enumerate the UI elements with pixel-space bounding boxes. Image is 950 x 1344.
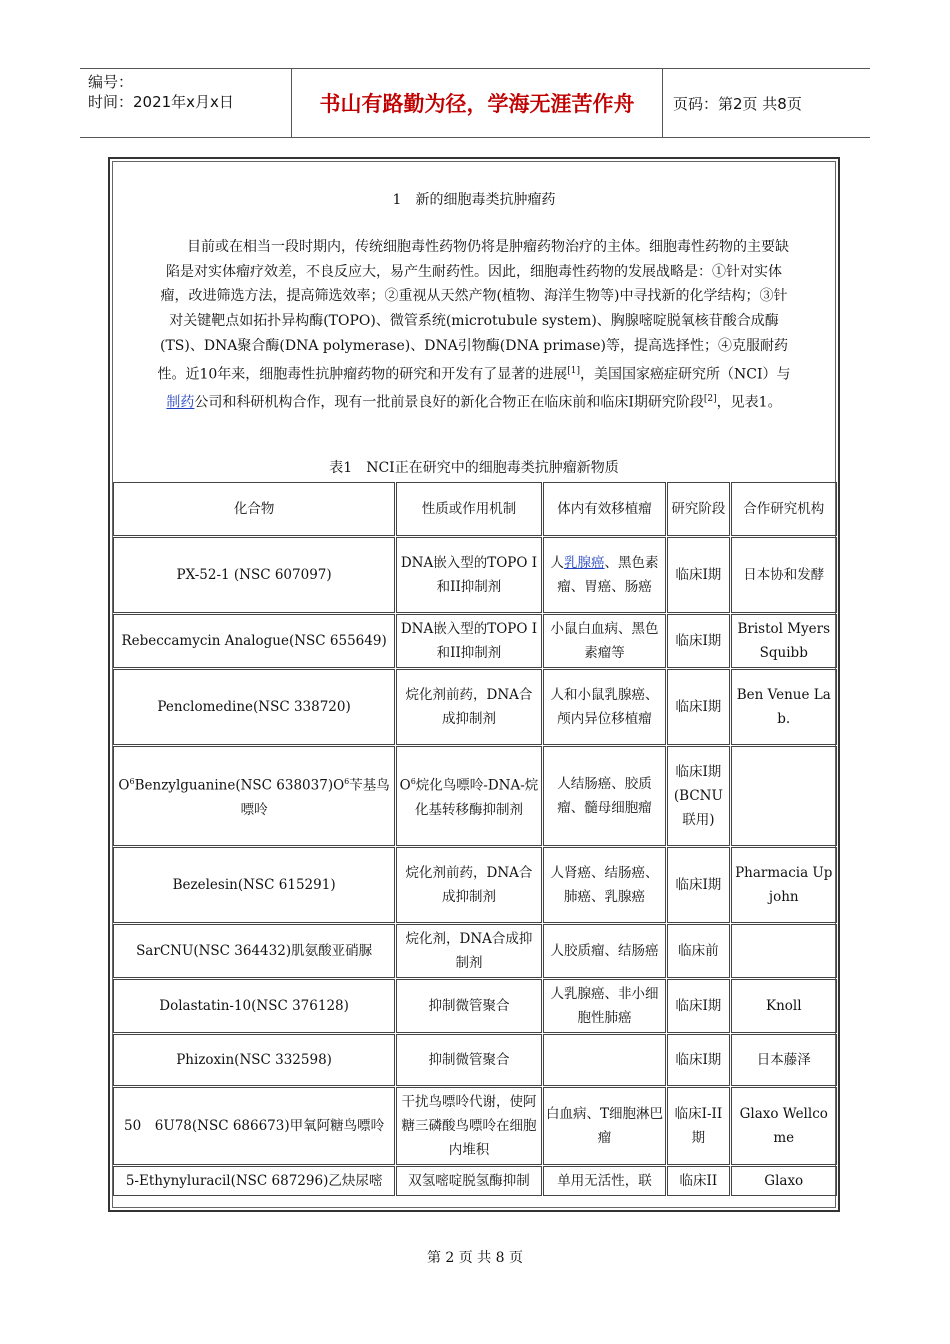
content-frame [108, 157, 840, 1212]
cell-compound: Bezelesin(NSC 615291) [113, 847, 395, 923]
table-header-row [113, 482, 837, 536]
drug-table [112, 481, 838, 1197]
cell-mechanism: 抑制微管聚合 [396, 979, 542, 1033]
cell-stage: 临床I-II期 [667, 1087, 729, 1165]
cell-tumor: 人肾癌、结肠癌、肺癌、乳腺癌 [543, 847, 667, 923]
col-header-mechanism: 性质或作用机制 [396, 482, 542, 536]
cell-mechanism: $O^6$烷化鸟嘌呤-DNA-烷化基转移酶抑制剂 [396, 746, 542, 846]
table-row [113, 537, 837, 613]
time-label: 时间：2021年x月x日 [88, 93, 234, 111]
table-row [113, 614, 837, 668]
cell-partner [731, 746, 837, 846]
page-header [80, 68, 870, 138]
table-row [113, 924, 837, 978]
table-row [113, 847, 837, 923]
page-footer: 第 2 页 共 8 页 [426, 1250, 524, 1266]
cell-stage: 临床I期 [667, 847, 729, 923]
cell-stage: 临床前 [667, 924, 729, 978]
number-label: 编号： [88, 73, 134, 91]
cell-compound: PX-52-1 (NSC 607097) [113, 537, 395, 613]
cell-partner: Glaxo [731, 1166, 837, 1196]
header-meta [80, 69, 292, 137]
cell-partner: Ben Venue Lab. [731, 669, 837, 745]
cell-partner [731, 924, 837, 978]
table-row [113, 1087, 837, 1165]
cell-tumor: 人胶质瘤、结肠癌 [543, 924, 667, 978]
cell-compound: Phizoxin(NSC 332598) [113, 1034, 395, 1086]
cell-mechanism: 双氢嘧啶脱氢酶抑制 [396, 1166, 542, 1196]
col-header-stage: 研究阶段 [667, 482, 729, 536]
cell-mechanism: DNA嵌入型的TOPO I和II抑制剂 [396, 537, 542, 613]
cell-partner: 日本协和发酵 [731, 537, 837, 613]
pharma-link[interactable]: 制药 [166, 394, 195, 411]
cell-mechanism: 烷化剂前药，DNA合成抑制剂 [396, 847, 542, 923]
table-row [113, 669, 837, 745]
cell-stage: 临床I期 [667, 1034, 729, 1086]
cell-partner: Glaxo Wellcome [731, 1087, 837, 1165]
cell-stage: 临床I期 [667, 669, 729, 745]
cell-compound: Dolastatin-10(NSC 376128) [113, 979, 395, 1033]
cell-partner: Knoll [731, 979, 837, 1033]
cell-stage: 临床I期 [667, 614, 729, 668]
reference-2[interactable]: [2] [703, 393, 717, 404]
cell-stage: 临床I期 [667, 537, 729, 613]
cell-partner: Pharmacia Upjohn [731, 847, 837, 923]
cell-compound: SarCNU(NSC 364432)肌氨酸亚硝脲 [113, 924, 395, 978]
cell-tumor: 小鼠白血病、黑色素瘤等 [543, 614, 667, 668]
cell-tumor: 人和小鼠乳腺癌、颅内异位移植瘤 [543, 669, 667, 745]
cell-stage: 临床I期(BCNU联用) [667, 746, 729, 846]
table-row [113, 1166, 837, 1196]
intro-paragraph: 目前或在相当一段时期内，传统细胞毒性药物仍将是肿瘤药物治疗的主体。细胞毒性药物的主要缺陷是对实体瘤疗效差，不良反应大，易产生耐药性。因此，细胞毒性药物的发展战略是：①针对实体瘤，改进筛选方法，提高筛选效率；②重视从天然产物(植物、海洋生物等)中寻找新的化学结构；③针对关键靶点如拓扑异构酶(TOPO)、微管系统(microtubule system)、胸腺嘧啶脱氧核苷酸合成酶(TS)、DNA聚合酶(DNA polymerase)、DNA引物酶(DNA primase)等，提高选择性；④克服耐药性。近10年来，细胞毒性抗肿瘤药物的研究和开发有了显著的进展[1]，美国国家癌症研究所（NCI）与制药公司和科研机构合作，现有一批前景良好的新化合物正在临床前和临床Ⅰ期研究阶段[2]，见表1。 [157, 239, 791, 411]
header-page-info: 页码：第2页 共8页 [673, 94, 802, 113]
cell-tumor [543, 1034, 667, 1086]
cell-mechanism: 干扰鸟嘌呤代谢，使阿糖三磷酸鸟嘌呤在细胞内堆积 [396, 1087, 542, 1165]
reference-1[interactable]: [1] [567, 365, 581, 376]
cell-tumor: 人乳腺癌、黑色素瘤、胃癌、肠癌 [543, 537, 667, 613]
cell-tumor: 人乳腺癌、非小细胞性肺癌 [543, 979, 667, 1033]
cell-tumor: 人结肠癌、胶质瘤、髓母细胞瘤 [543, 746, 667, 846]
cell-compound: 5-Ethynyluracil(NSC 687296)乙炔尿嘧 [113, 1166, 395, 1196]
cell-mechanism: 烷化剂前药，DNA合成抑制剂 [396, 669, 542, 745]
col-header-partner: 合作研究机构 [731, 482, 837, 536]
cell-partner: Bristol Myers Squibb [731, 614, 837, 668]
cell-stage: 临床I期 [667, 979, 729, 1033]
breast-cancer-link[interactable]: 乳腺癌 [564, 555, 605, 571]
cell-mechanism: 抑制微管聚合 [396, 1034, 542, 1086]
section-title: 1 新的细胞毒类抗肿瘤药 [392, 192, 556, 208]
table-row [113, 746, 837, 846]
cell-mechanism: 烷化剂，DNA合成抑制剂 [396, 924, 542, 978]
cell-partner: 日本藤泽 [731, 1034, 837, 1086]
col-header-tumor: 体内有效移植瘤 [543, 482, 667, 536]
table-row [113, 1034, 837, 1086]
cell-tumor: 白血病、T细胞淋巴瘤 [543, 1087, 667, 1165]
cell-compound: $O^6Benzylguanine(NSC$ $638037)O^6$苄基鸟嘌呤 [113, 746, 395, 846]
cell-stage: 临床II [667, 1166, 729, 1196]
cell-compound: 50 6U78(NSC 686673)甲氧阿糖鸟嘌呤 [113, 1087, 395, 1165]
cell-mechanism: DNA嵌入型的TOPO I和II抑制剂 [396, 614, 542, 668]
table-caption: 表1 NCI正在研究中的细胞毒类抗肿瘤新物质 [329, 460, 619, 476]
cell-compound: Rebeccamycin Analogue(NSC 655649) [113, 614, 395, 668]
cell-tumor: 单用无活性，联 [543, 1166, 667, 1196]
table-row [113, 979, 837, 1033]
cell-compound: Penclomedine(NSC 338720) [113, 669, 395, 745]
header-motto: 书山有路勤为径，学海无涯苦作舟 [292, 69, 663, 137]
col-header-compound: 化合物 [113, 482, 395, 536]
